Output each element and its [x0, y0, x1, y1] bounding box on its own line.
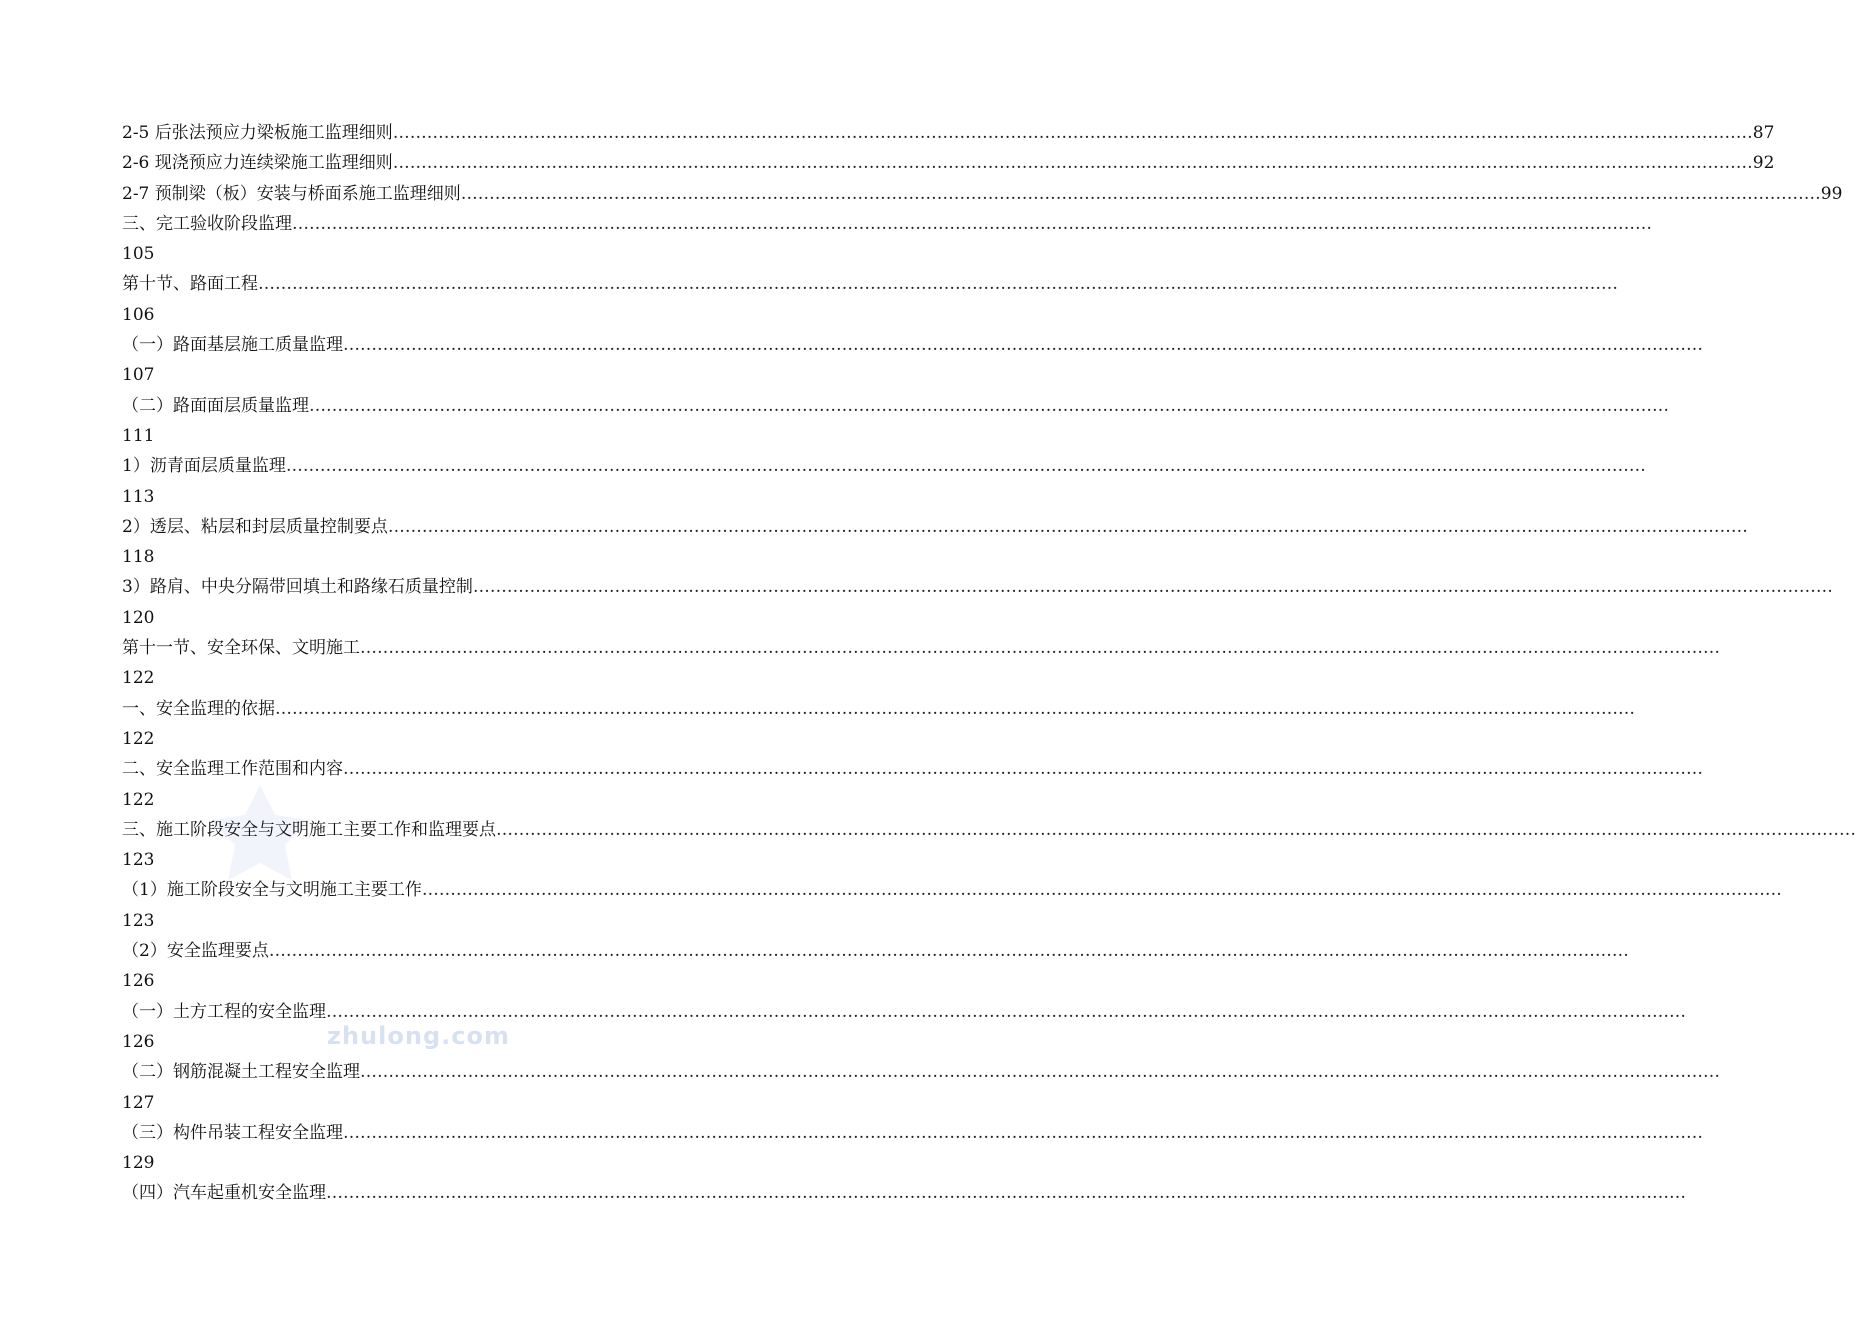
- toc-dot-leader: ……………………………………………………………………………………………………………………………………………………………………………………………………………………: [275, 698, 1635, 719]
- toc-entry: [122, 1178, 1686, 1208]
- toc-entry: [122, 239, 828, 269]
- toc-entry: [122, 391, 1669, 421]
- toc-page-number: 87: [1752, 123, 1775, 143]
- toc-entry-title: 2-6 现浇预应力连续梁施工监理细则: [122, 153, 393, 174]
- toc-page-number: 129: [122, 1153, 155, 1174]
- toc-entry-title: （二）路面面层质量监理: [122, 395, 309, 416]
- toc-dot-leader: ……………………………………………………………………………………………………………………………………………………………………………………………………………………: [392, 153, 1753, 174]
- toc-entry: [122, 633, 1720, 663]
- toc-page-number: 118: [122, 547, 155, 568]
- toc-entry-title: （三）构件吊装工程安全监理: [122, 1122, 343, 1143]
- toc-page-number: 107: [122, 365, 155, 386]
- toc-entry-title: 1）沥青面层质量监理: [122, 456, 286, 477]
- toc-page-number: 123: [122, 910, 155, 931]
- toc-entry: [122, 1148, 828, 1178]
- toc-page-number: 113: [122, 486, 155, 507]
- toc-entry: [122, 754, 1703, 784]
- toc-entry-title: 三、施工阶段安全与文明施工主要工作和监理要点: [122, 819, 496, 840]
- toc-entry: [122, 694, 1635, 724]
- toc-entry: [122, 966, 828, 996]
- toc-entry: [122, 451, 1646, 481]
- toc-page-number: 127: [122, 1092, 155, 1113]
- toc-entry: [122, 179, 1843, 209]
- toc-entry: [122, 724, 828, 754]
- toc-entry-title: 第十节、路面工程: [122, 274, 258, 295]
- toc-entry-title: 二、安全监理工作范围和内容: [122, 759, 343, 780]
- toc-entry: [122, 845, 828, 875]
- toc-dot-leader: ……………………………………………………………………………………………………………………………………………………………………………………………………………………: [392, 123, 1753, 143]
- toc-entry-title: （1）施工阶段安全与文明施工主要工作: [122, 880, 422, 901]
- toc-entry: [122, 663, 828, 693]
- toc-entry: [122, 542, 828, 572]
- toc-entry-title: 三、完工验收阶段监理: [122, 213, 292, 234]
- toc-page-number: 105: [122, 244, 155, 265]
- toc-entry: [122, 1088, 828, 1118]
- toc-entry-title: （一）路面基层施工质量监理: [122, 335, 343, 356]
- toc-dot-leader: ……………………………………………………………………………………………………………………………………………………………………………………………………………………: [343, 1122, 1703, 1143]
- toc-dot-leader: ……………………………………………………………………………………………………………………………………………………………………………………………………………………: [258, 274, 1618, 295]
- toc-page-number: 120: [122, 607, 155, 628]
- toc-entry-title: 3）路肩、中央分隔带回填土和路缘石质量控制: [122, 577, 473, 598]
- toc-dot-leader: ……………………………………………………………………………………………………………………………………………………………………………………………………………………: [285, 456, 1646, 477]
- toc-dot-leader: ……………………………………………………………………………………………………………………………………………………………………………………………………………………: [326, 1001, 1686, 1022]
- toc-entry-title: 第十一节、安全环保、文明施工: [122, 638, 360, 659]
- toc-entry: [122, 936, 1629, 966]
- toc-entry: [122, 512, 1748, 542]
- toc-dot-leader: ……………………………………………………………………………………………………………………………………………………………………………………………………………………: [421, 880, 1782, 901]
- toc-dot-leader: ……………………………………………………………………………………………………………………………………………………………………………………………………………………: [309, 395, 1669, 416]
- toc-entry-title: （一）土方工程的安全监理: [122, 1001, 326, 1022]
- toc-entry: [122, 603, 828, 633]
- toc-entry: [122, 785, 828, 815]
- toc-dot-leader: ……………………………………………………………………………………………………………………………………………………………………………………………………………………: [360, 638, 1720, 659]
- toc-page-number: 111: [122, 425, 155, 446]
- toc-entry: [122, 421, 828, 451]
- toc-page-number: 126: [122, 971, 155, 992]
- toc-entry-title: 2）透层、粘层和封层质量控制要点: [122, 516, 388, 537]
- toc-entry-title: （二）钢筋混凝土工程安全监理: [122, 1062, 360, 1083]
- toc-page-number: 122: [122, 728, 155, 749]
- toc-page-number: 122: [122, 668, 155, 689]
- toc-dot-leader: ……………………………………………………………………………………………………………………………………………………………………………………………………………………: [496, 819, 1856, 840]
- toc-dot-leader: ……………………………………………………………………………………………………………………………………………………………………………………………………………………: [472, 577, 1833, 598]
- toc-entry: [122, 300, 828, 330]
- toc-entry-title: （四）汽车起重机安全监理: [122, 1183, 326, 1204]
- toc-entry: [122, 148, 1775, 178]
- toc-dot-leader: ……………………………………………………………………………………………………………………………………………………………………………………………………………………: [292, 213, 1652, 234]
- toc-entry: [122, 1118, 1703, 1148]
- toc-entry: [122, 330, 1703, 360]
- toc-dot-leader: ……………………………………………………………………………………………………………………………………………………………………………………………………………………: [387, 516, 1748, 537]
- toc-dot-leader: ……………………………………………………………………………………………………………………………………………………………………………………………………………………: [326, 1183, 1686, 1204]
- toc-dot-leader: ……………………………………………………………………………………………………………………………………………………………………………………………………………………: [360, 1062, 1720, 1083]
- watermark-text: zhulong.com: [327, 1022, 510, 1050]
- toc-entry-title: 2-5 后张法预应力梁板施工监理细则: [122, 123, 393, 143]
- toc-entry: [122, 269, 1618, 299]
- toc-page-number: 106: [122, 304, 155, 325]
- toc-entry-title: 2-7 预制梁（板）安装与桥面系施工监理细则: [122, 183, 461, 204]
- toc-dot-leader: ……………………………………………………………………………………………………………………………………………………………………………………………………………………: [460, 183, 1821, 204]
- toc-page-number: 123: [122, 850, 155, 871]
- toc-entry: [122, 209, 1652, 239]
- toc-entry: [122, 815, 1856, 845]
- toc-entry: [122, 1057, 1720, 1087]
- toc-entry: [122, 118, 1775, 148]
- toc-entry-title: 一、安全监理的依据: [122, 698, 275, 719]
- toc-dot-leader: ……………………………………………………………………………………………………………………………………………………………………………………………………………………: [343, 335, 1703, 356]
- toc-page-number: 122: [122, 789, 155, 810]
- toc-page-number: 99: [1820, 183, 1843, 204]
- toc-entry: [122, 572, 1833, 602]
- toc-entry: [122, 906, 828, 936]
- toc-entry-title: （2）安全监理要点: [122, 941, 269, 962]
- toc-dot-leader: ……………………………………………………………………………………………………………………………………………………………………………………………………………………: [268, 941, 1629, 962]
- toc-page-number: 126: [122, 1031, 155, 1052]
- toc-entry: [122, 482, 828, 512]
- toc-dot-leader: ……………………………………………………………………………………………………………………………………………………………………………………………………………………: [343, 759, 1703, 780]
- toc-entry: [122, 875, 1782, 905]
- toc-entry: [122, 360, 828, 390]
- toc-page-number: 92: [1752, 153, 1775, 174]
